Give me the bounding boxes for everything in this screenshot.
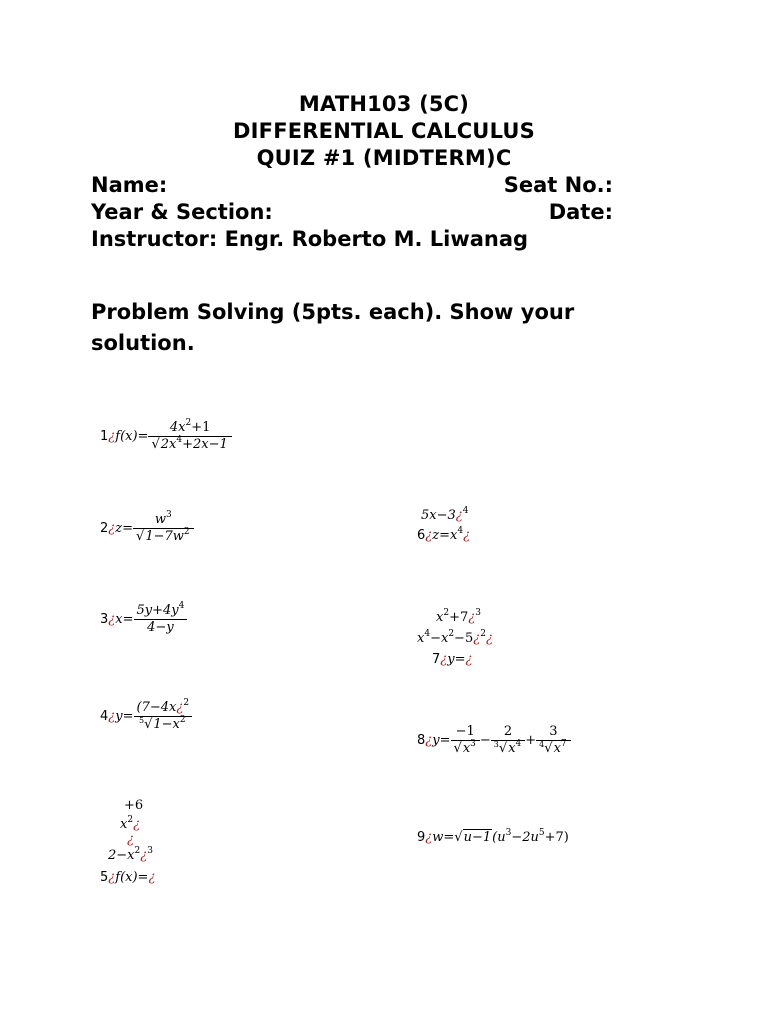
name-seat-row (91, 173, 613, 197)
instructor-line: Instructor: Engr. Roberto M. Liwanag (91, 227, 529, 251)
name-label: Name: (91, 173, 168, 197)
year-date-row (91, 200, 613, 224)
problem-3: 3¿x= $\frac{5y+4y^4}{4-y}$ (100, 603, 187, 636)
problem-2: 2¿z= $\frac{w^3}{√1-7w^2}$ (100, 512, 194, 545)
date-label: Date: (548, 200, 613, 224)
seat-label: Seat No.: (503, 173, 613, 197)
problem-9: $9¿w=√u-1(u^3-2u^5+7)$ (417, 828, 569, 845)
problem-7: $x^2+7¿^3$ $x^4-x^2-5¿^2¿$ 7¿y=¿ (417, 608, 493, 667)
course-code: MATH103 (5C) (298, 92, 470, 116)
problem-6: 5x−3¿$^4$ $6¿z=x^4¿$ (417, 506, 471, 543)
problem-1: 1¿f(x)= $\frac{4x^2+1}{√2x^4+2x-1}$ (100, 420, 232, 453)
year-section-label: Year & Section: (91, 200, 273, 224)
quiz-title: QUIZ #1 (MIDTERM)C (256, 146, 512, 170)
problem-5: +6 $x^2¿$ ¿ $2-x^2¿^3$ 5¿f(x)=¿ (100, 798, 156, 885)
problem-4: 4¿y= $\frac{(7-4x¿^2}{^5√1-x^2}$ (100, 700, 192, 733)
subject-title: DIFFERENTIAL CALCULUS (233, 119, 535, 143)
problem-8: 8¿y= $\frac{-1}{√x^3}$ − $\frac{2}{^3√x^4}$ + $\frac{3}{^4√x^7}$ (417, 724, 571, 757)
instructions: Problem Solving (5pts. each). Show your solution. (91, 300, 575, 355)
